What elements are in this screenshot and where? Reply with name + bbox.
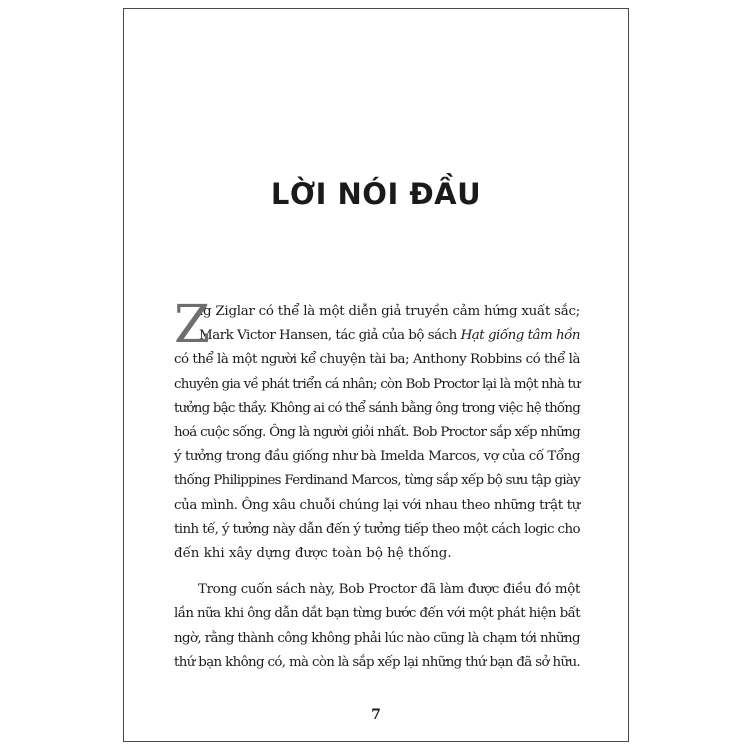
paragraph-1-line-8: thống Philippines Ferdinand Marcos, từng sắp xếp bộ sưu tập giày	[174, 473, 581, 489]
paragraph-1-line-9: của mình. Ông xâu chuỗi chúng lại với nhau theo những trật tự	[174, 497, 580, 513]
paragraph-2-line-4: thứ bạn không có, mà còn là sắp xếp lại những thứ bạn đã sở hữu.	[174, 654, 581, 670]
paragraph-1-line-10: tinh tế, ý tưởng này dẫn đến ý tưởng tiếp theo một cách logic cho	[174, 521, 580, 537]
paragraph-1	[174, 295, 581, 566]
paragraph-1-line-1: ig Ziglar có thể là một diễn giả truyền cảm hứng xuất sắc;	[199, 304, 580, 319]
page-heading: LỜI NÓI ĐẦU	[270, 177, 482, 211]
paragraph-1-line-5: tưởng bậc thầy. Không ai có thể sánh bằng ông trong việc hệ thống	[174, 400, 580, 416]
paragraph-1-line-3: có thể là một người kể chuyện tài ba; Anthony Robbins có thể là	[174, 352, 580, 368]
body-text	[174, 295, 581, 675]
paragraph-1-line-2-text: Mark Victor Hansen, tác giả của bộ sách	[199, 328, 461, 344]
paragraph-2-line-3: ngờ, rằng thành công không phải lúc nào cũng là chạm tới những	[174, 630, 581, 646]
paragraph-1-line-7: ý tưởng trong đầu giống như bà Imelda Marcos, vợ của cố Tổng	[174, 449, 580, 465]
page-number: 7	[371, 707, 381, 723]
paragraph-1-line-2	[174, 324, 580, 348]
book-series-title: Hạt giống tâm hồn	[460, 328, 581, 344]
paragraph-1-line-4: chuyên gia về phát triển cá nhân; còn Bob Proctor lại là một nhà tư	[174, 376, 580, 392]
paragraph-2-line-1: Trong cuốn sách này, Bob Proctor đã làm được điều đó một	[198, 582, 580, 598]
book-page	[123, 8, 629, 742]
paragraph-1-line-6: hoá cuộc sống. Ông là người giỏi nhất. Bob Proctor sắp xếp những	[174, 425, 581, 441]
paragraph-1-line-11: đến khi xây dựng được toàn bộ hệ thống.	[174, 546, 452, 562]
paragraph-2	[174, 578, 580, 675]
paragraph-2-line-2: lần nữa khi ông dẫn dắt bạn từng bước đến với một phát hiện bất	[174, 606, 580, 622]
drop-cap: Z	[174, 295, 211, 355]
